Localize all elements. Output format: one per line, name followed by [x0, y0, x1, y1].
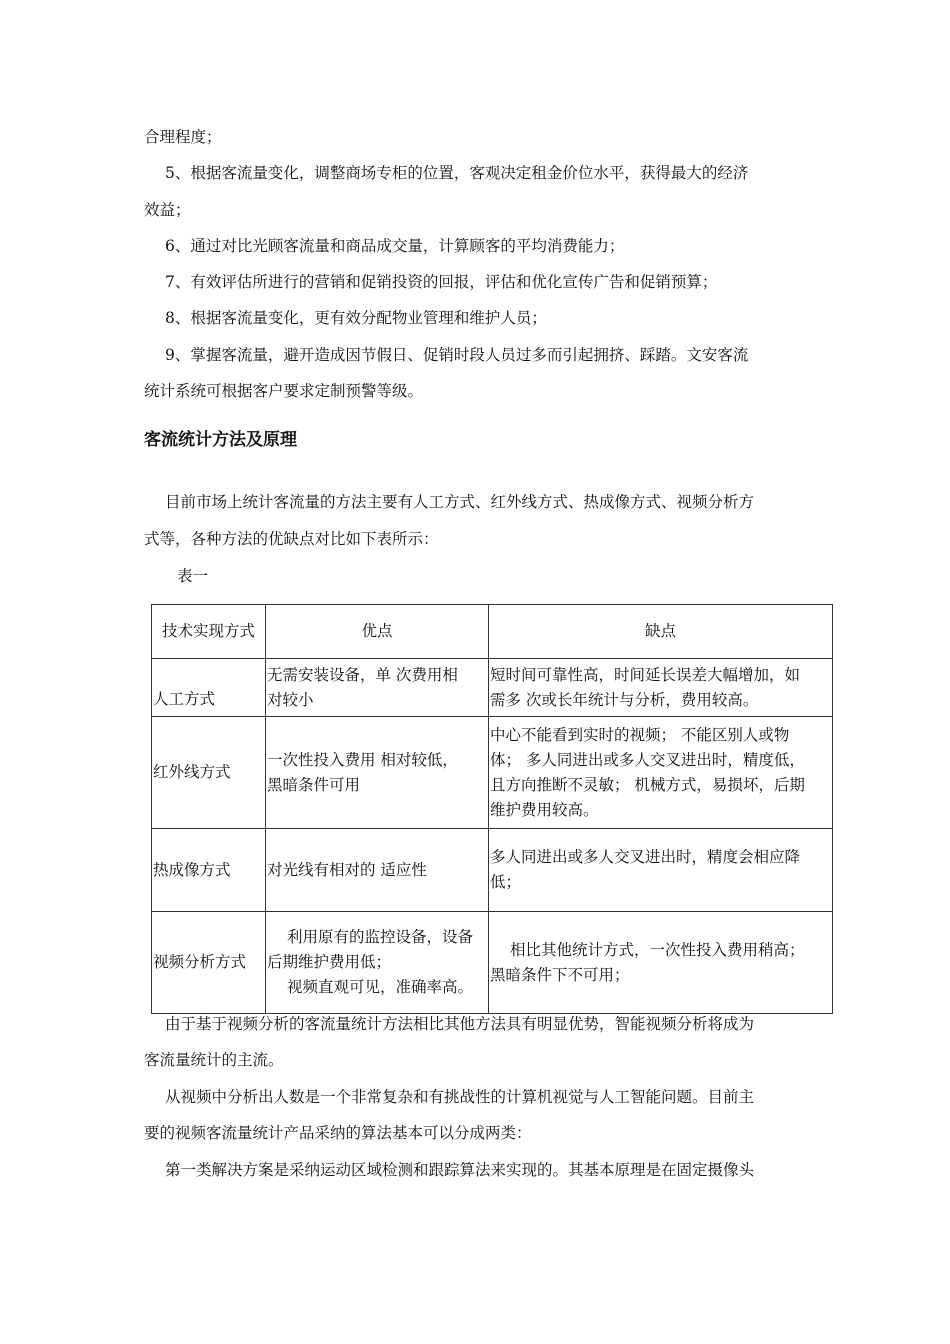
- cons-cell: [489, 829, 833, 912]
- pros-line: 黑暗条件可用: [267, 775, 361, 794]
- intro-item-6: 6、通过对比光顾客流量和商品成交量，计算顾客的平均消费能力；: [165, 237, 625, 255]
- cons-cell: [489, 717, 833, 829]
- table-caption: 表一: [177, 567, 209, 585]
- pros-line: 对光线有相对的 适应性: [267, 860, 427, 879]
- body-paragraph-line: 从视频中分析出人数是一个非常复杂和有挑战性的计算机视觉与人工智能问题。目前主: [165, 1088, 755, 1106]
- intro-item-8: 8、根据客流量变化，更有效分配物业管理和维护人员；: [165, 309, 547, 327]
- body-paragraph-line: 由于基于视频分析的客流量统计方法相比其他方法具有明显优势，智能视频分析将成为: [165, 1015, 755, 1033]
- cons-cell: [489, 912, 833, 1014]
- intro-line: 统计系统可根据客户要求定制预警等级。: [144, 382, 424, 400]
- pros-line: 视频直观可见，准确率高。: [287, 978, 474, 996]
- table-row: [152, 717, 833, 829]
- pros-cell: [266, 659, 489, 717]
- pros-line: 对较小: [267, 690, 314, 709]
- pros-cell: [266, 829, 489, 912]
- body-paragraph-line: 要的视频客流量统计产品采纳的算法基本可以分成两类：: [144, 1124, 532, 1142]
- cons-line: 且方向推断不灵敏； 机械方式，易损坏，后期: [490, 775, 805, 794]
- cons-line: 短时间可靠性高，时间延长误差大幅增加，如: [490, 665, 801, 684]
- cons-line: 黑暗条件下不可用；: [490, 965, 630, 984]
- intro-line: 效益；: [144, 201, 191, 219]
- section-paragraph-line: 式等，各种方法的优缺点对比如下表所示：: [144, 530, 439, 548]
- method-cell: 人工方式: [152, 659, 266, 717]
- pros-line: 后期维护费用低；: [267, 953, 392, 971]
- method-cell: 热成像方式: [152, 829, 266, 912]
- header-method: 技术实现方式: [152, 605, 266, 659]
- header-pros: 优点: [266, 605, 489, 659]
- body-paragraph-line: 客流量统计的主流。: [144, 1051, 284, 1069]
- section-heading: 客流统计方法及原理: [144, 430, 297, 450]
- body-paragraph-line: 第一类解决方案是采纳运动区域检测和跟踪算法来实现的。其基本原理是在固定摄像头: [165, 1161, 755, 1179]
- header-cons: 缺点: [489, 605, 833, 659]
- table-row: [152, 829, 833, 912]
- section-paragraph-line: 目前市场上统计客流量的方法主要有人工方式、红外线方式、热成像方式、视频分析方: [165, 493, 755, 511]
- intro-item-9: 9、掌握客流量，避开造成因节假日、促销时段人员过多而引起拥挤、踩踏。文安客流: [165, 346, 749, 364]
- pros-line: 利用原有的监控设备，设备: [287, 928, 474, 946]
- intro-item-5: 5、根据客流量变化，调整商场专柜的位置，客观决定租金价位水平，获得最大的经济: [165, 164, 749, 182]
- method-cell: 红外线方式: [152, 717, 266, 829]
- cons-line: 多人同进出或多人交叉进出时，精度会相应降: [490, 848, 801, 866]
- cons-line: 维护费用较高。: [490, 800, 599, 819]
- pros-cell: [266, 912, 489, 1014]
- cons-line: 相比其他统计方式，一次性投入费用稍高；: [510, 940, 805, 959]
- intro-item-7: 7、有效评估所进行的营销和促销投资的回报，评估和优化宣传广告和促销预算；: [165, 273, 718, 291]
- intro-line: 合理程度；: [144, 128, 222, 146]
- pros-cell: [266, 717, 489, 829]
- table-header-row: [152, 605, 833, 659]
- pros-line: 一次性投入费用 相对较低，: [267, 750, 458, 769]
- comparison-table: [151, 604, 833, 1014]
- pros-line: 无需安装设备，单 次费用相: [267, 665, 458, 684]
- cons-cell: [489, 659, 833, 717]
- cons-line: 体； 多人同进出或多人交叉进出时，精度低，: [490, 750, 805, 769]
- table-row: [152, 659, 833, 717]
- cons-line: 低；: [490, 873, 522, 891]
- method-cell: 视频分析方式: [152, 912, 266, 1014]
- cons-line: 需多 次或长年统计与分析，费用较高。: [490, 690, 759, 709]
- cons-line: 中心不能看到实时的视频； 不能区别人或物: [490, 725, 790, 744]
- table-row: [152, 912, 833, 1014]
